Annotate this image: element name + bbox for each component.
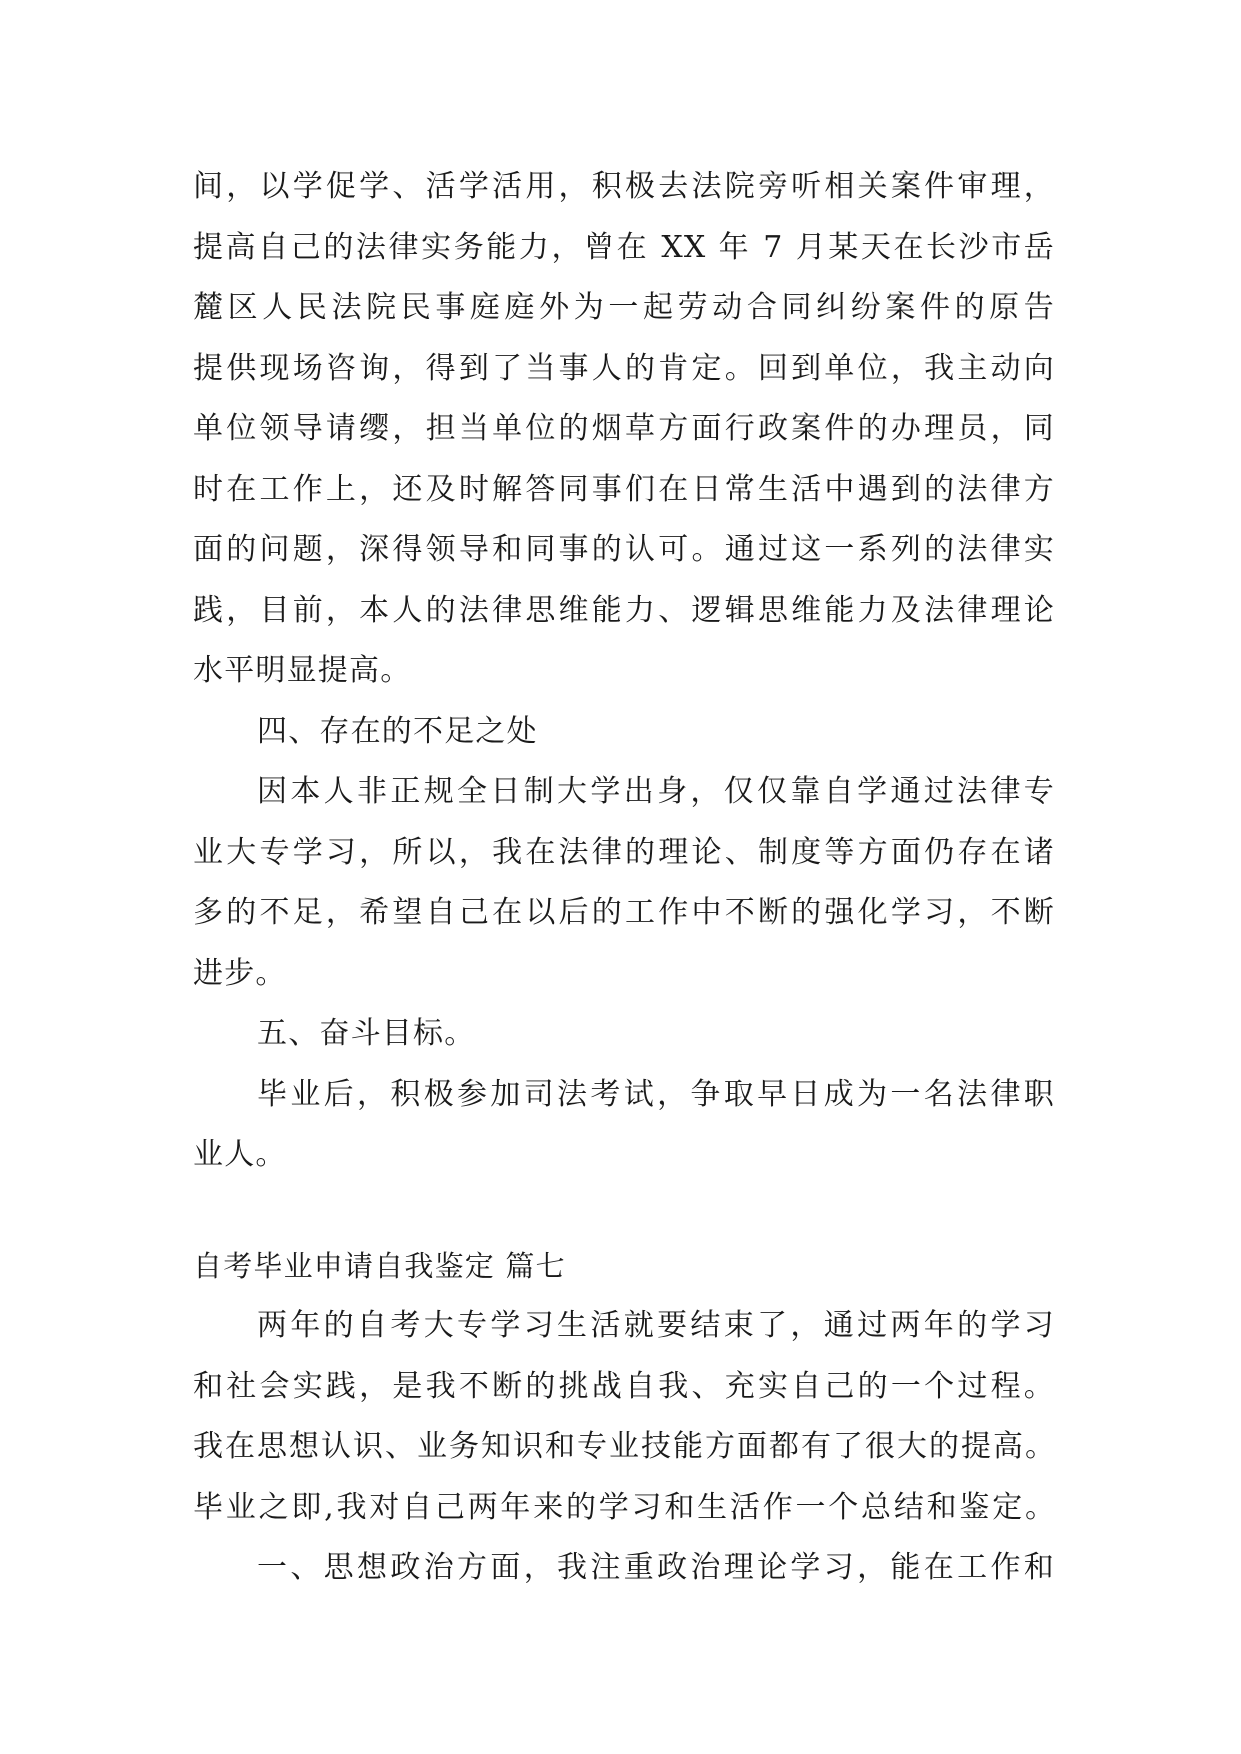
body-line: 两年的自考大专学习生活就要结束了，通过两年的学习 [257, 1308, 1055, 1343]
body-line: 毕业后，积极参加司法考试，争取早日成为一名法律职 [257, 1077, 1055, 1112]
body-line: 毕业之即,我对自己两年来的学习和生活作一个总结和鉴定。 [193, 1490, 1055, 1525]
body-line: 间，以学促学、活学活用，积极去法院旁听相关案件审理， [193, 169, 1055, 204]
body-line: 业大专学习，所以，我在法律的理论、制度等方面仍存在诸 [193, 835, 1055, 870]
body-line: 面的问题，深得领导和同事的认可。通过这一系列的法律实 [193, 532, 1055, 567]
body-line: 水平明显提高。 [193, 653, 412, 688]
body-line: 麓区人民法院民事庭庭外为一起劳动合同纠纷案件的原告 [193, 290, 1055, 325]
body-line: 提供现场咨询，得到了当事人的肯定。回到单位，我主动向 [193, 351, 1055, 386]
body-line: 一、思想政治方面，我注重政治理论学习，能在工作和 [257, 1550, 1055, 1585]
body-line: 时在工作上，还及时解答同事们在日常生活中遇到的法律方 [193, 472, 1055, 507]
body-line: 多的不足，希望自己在以后的工作中不断的强化学习，不断 [193, 895, 1055, 930]
body-line: 因本人非正规全日制大学出身，仅仅靠自学通过法律专 [257, 774, 1055, 809]
body-line: 我在思想认识、业务知识和专业技能方面都有了很大的提高。 [193, 1429, 1055, 1464]
body-line: 业人。 [193, 1137, 287, 1172]
body-line: 进步。 [193, 956, 287, 991]
body-line: 提高自己的法律实务能力，曾在 XX 年 7 月某天在长沙市岳 [193, 230, 1055, 265]
body-line: 单位领导请缨，担当单位的烟草方面行政案件的办理员，同 [193, 411, 1055, 446]
section-heading: 四、存在的不足之处 [257, 714, 538, 749]
article-title: 自考毕业申请自我鉴定 篇七 [193, 1249, 566, 1283]
section-heading: 五、奋斗目标。 [257, 1016, 476, 1051]
body-line: 和社会实践，是我不断的挑战自我、充实自己的一个过程。 [193, 1369, 1055, 1404]
body-line: 践，目前，本人的法律思维能力、逻辑思维能力及法律理论 [193, 593, 1055, 628]
